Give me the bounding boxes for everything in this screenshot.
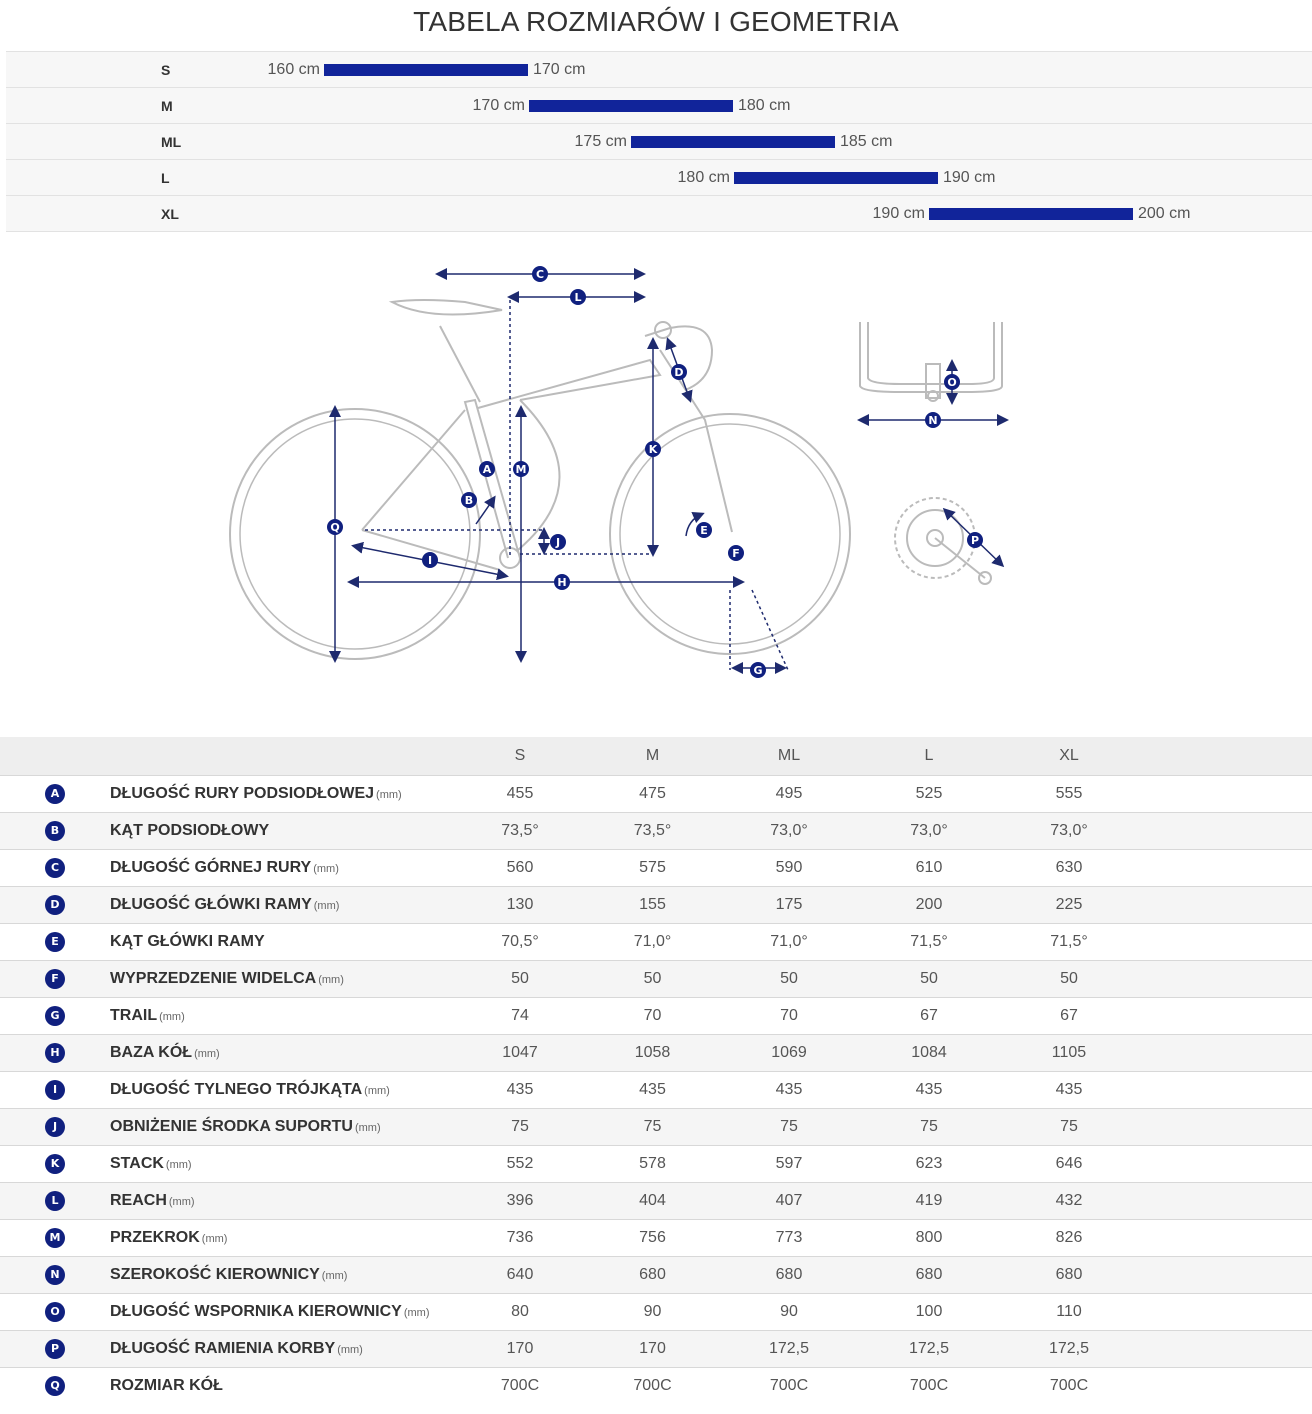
table-cell: 646	[995, 1146, 1143, 1183]
table-cell: 700C	[995, 1368, 1143, 1405]
range-bar	[929, 208, 1133, 220]
size-row-m	[6, 87, 1312, 123]
measure-label: ROZMIAR KÓŁ	[110, 1368, 450, 1405]
table-cell: 630	[995, 850, 1143, 887]
table-cell: 225	[995, 887, 1143, 924]
table-cell: 560	[450, 850, 590, 887]
size-row-xl	[6, 195, 1312, 232]
table-cell: 1084	[863, 1035, 995, 1072]
table-cell: 1069	[715, 1035, 863, 1072]
svg-text:M: M	[515, 463, 527, 476]
measure-label: DŁUGOŚĆ RAMIENIA KORBY (mm)	[110, 1331, 450, 1368]
table-row	[0, 1257, 1312, 1294]
column-header: XL	[995, 737, 1143, 776]
measure-code-badge: K	[45, 1154, 65, 1174]
table-cell: 623	[863, 1146, 995, 1183]
measure-unit: (mm)	[354, 1122, 381, 1134]
size-label: S	[161, 62, 171, 78]
svg-text:O: O	[947, 376, 957, 389]
table-row	[0, 1146, 1312, 1183]
diagram-badge-n	[925, 412, 941, 428]
diagram-badge-d	[671, 364, 687, 380]
table-cell: 610	[863, 850, 995, 887]
table-cell: 525	[863, 776, 995, 813]
column-header: S	[450, 737, 590, 776]
measure-code-badge: I	[45, 1080, 65, 1100]
measure-unit: (mm)	[376, 789, 402, 801]
measure-code-badge: L	[45, 1191, 65, 1211]
diagram-badge-k	[645, 441, 661, 457]
diagram-badge-b	[461, 492, 477, 508]
measure-code-badge: O	[45, 1302, 65, 1322]
table-cell: 773	[715, 1220, 863, 1257]
diagram-badge-c	[532, 266, 548, 282]
table-cell: 419	[863, 1183, 995, 1220]
table-row	[0, 1035, 1312, 1072]
table-cell: 495	[715, 776, 863, 813]
table-cell: 407	[715, 1183, 863, 1220]
range-max: 185 cm	[840, 133, 893, 150]
table-row	[0, 1072, 1312, 1109]
table-cell: 50	[715, 961, 863, 998]
bike-geometry-diagram	[0, 240, 1312, 700]
table-cell: 475	[590, 776, 715, 813]
measure-unit: (mm)	[313, 863, 339, 875]
table-cell: 680	[590, 1257, 715, 1294]
range-min: 160 cm	[267, 61, 320, 78]
table-cell: 597	[715, 1146, 863, 1183]
diagram-badge-p	[967, 532, 983, 548]
table-cell: 75	[450, 1109, 590, 1146]
table-cell: 826	[995, 1220, 1143, 1257]
table-row	[0, 1109, 1312, 1146]
measure-code-badge: E	[45, 932, 65, 952]
table-cell: 200	[863, 887, 995, 924]
svg-text:H: H	[557, 576, 567, 589]
table-cell: 70,5°	[450, 924, 590, 961]
measure-label: OBNIŻENIE ŚRODKA SUPORTU (mm)	[110, 1109, 450, 1146]
table-cell: 71,0°	[590, 924, 715, 961]
measure-label: TRAIL (mm)	[110, 998, 450, 1035]
diagram-badge-f	[728, 545, 744, 561]
svg-text:C: C	[535, 268, 545, 281]
diagram-badge-q	[327, 519, 343, 535]
size-label: XL	[161, 206, 179, 222]
svg-text:L: L	[574, 291, 582, 304]
size-label: M	[161, 98, 173, 114]
diagram-badge-e	[696, 522, 712, 538]
geometry-table	[0, 737, 1312, 1404]
bike-outline	[230, 300, 1002, 659]
measure-unit: (mm)	[403, 1307, 430, 1319]
table-cell: 71,5°	[995, 924, 1143, 961]
measure-unit: (mm)	[159, 1011, 185, 1023]
table-cell: 575	[590, 850, 715, 887]
measure-label: BAZA KÓŁ (mm)	[110, 1035, 450, 1072]
table-cell: 396	[450, 1183, 590, 1220]
measure-label: SZEROKOŚĆ KIEROWNICY (mm)	[110, 1257, 450, 1294]
table-cell: 155	[590, 887, 715, 924]
table-row	[0, 813, 1312, 850]
table-cell: 1105	[995, 1035, 1143, 1072]
measure-unit: (mm)	[168, 1196, 195, 1208]
table-cell: 67	[863, 998, 995, 1035]
table-cell: 75	[715, 1109, 863, 1146]
size-row-ml	[6, 123, 1312, 159]
table-cell: 175	[715, 887, 863, 924]
range-max: 180 cm	[738, 97, 791, 114]
measure-unit: (mm)	[201, 1233, 228, 1245]
measure-unit: (mm)	[318, 974, 344, 986]
diagram-badge-m	[513, 461, 529, 477]
table-cell: 700C	[863, 1368, 995, 1405]
table-cell: 404	[590, 1183, 715, 1220]
table-row	[0, 924, 1312, 961]
measure-unit: (mm)	[194, 1048, 220, 1060]
table-cell: 73,5°	[450, 813, 590, 850]
measure-label: DŁUGOŚĆ GÓRNEJ RURY (mm)	[110, 850, 450, 887]
table-row	[0, 961, 1312, 998]
table-row	[0, 1220, 1312, 1257]
measure-label: KĄT PODSIODŁOWY	[110, 813, 450, 850]
size-label: L	[161, 170, 170, 186]
measure-code-badge: P	[45, 1339, 65, 1359]
diagram-badge-l	[570, 289, 586, 305]
table-cell: 70	[715, 998, 863, 1035]
table-row	[0, 850, 1312, 887]
table-row	[0, 1331, 1312, 1368]
measure-code-badge: A	[45, 784, 65, 804]
diagram-badge-i	[422, 552, 438, 568]
table-cell: 75	[863, 1109, 995, 1146]
table-cell: 50	[863, 961, 995, 998]
range-bar	[734, 172, 938, 184]
table-header	[0, 737, 1312, 776]
table-row	[0, 776, 1312, 813]
measure-unit: (mm)	[337, 1344, 363, 1356]
svg-text:E: E	[700, 524, 708, 537]
measure-unit: (mm)	[364, 1085, 390, 1097]
table-cell: 71,0°	[715, 924, 863, 961]
size-row-s	[6, 51, 1312, 87]
measure-label: DŁUGOŚĆ WSPORNIKA KIEROWNICY (mm)	[110, 1294, 450, 1331]
table-cell: 435	[715, 1072, 863, 1109]
table-cell: 172,5	[715, 1331, 863, 1368]
range-max: 200 cm	[1138, 205, 1191, 222]
measure-unit: (mm)	[321, 1270, 348, 1282]
table-cell: 71,5°	[863, 924, 995, 961]
range-min: 175 cm	[574, 133, 627, 150]
diagram-badge-o	[944, 374, 960, 390]
table-cell: 590	[715, 850, 863, 887]
range-max: 190 cm	[943, 169, 996, 186]
table-cell: 435	[450, 1072, 590, 1109]
table-cell: 90	[590, 1294, 715, 1331]
measure-code-badge: H	[45, 1043, 65, 1063]
table-cell: 74	[450, 998, 590, 1035]
table-cell: 73,0°	[995, 813, 1143, 850]
table-row	[0, 887, 1312, 924]
table-cell: 170	[590, 1331, 715, 1368]
table-cell: 50	[450, 961, 590, 998]
table-cell: 552	[450, 1146, 590, 1183]
table-cell: 70	[590, 998, 715, 1035]
table-cell: 75	[995, 1109, 1143, 1146]
table-cell: 700C	[450, 1368, 590, 1405]
range-bar	[529, 100, 733, 112]
diagram-badge-j	[550, 534, 566, 550]
table-cell: 1047	[450, 1035, 590, 1072]
table-cell: 172,5	[863, 1331, 995, 1368]
measure-label: DŁUGOŚĆ GŁÓWKI RAMY (mm)	[110, 887, 450, 924]
measure-code-badge: C	[45, 858, 65, 878]
svg-text:F: F	[732, 547, 740, 560]
column-header: ML	[715, 737, 863, 776]
table-cell: 67	[995, 998, 1143, 1035]
measure-label: STACK (mm)	[110, 1146, 450, 1183]
table-cell: 455	[450, 776, 590, 813]
range-bar	[631, 136, 835, 148]
table-cell: 555	[995, 776, 1143, 813]
table-cell: 700C	[715, 1368, 863, 1405]
table-cell: 170	[450, 1331, 590, 1368]
measure-code-badge: F	[45, 969, 65, 989]
page-title: TABELA ROZMIARÓW I GEOMETRIA	[413, 6, 899, 37]
table-row	[0, 998, 1312, 1035]
table-cell: 90	[715, 1294, 863, 1331]
svg-text:I: I	[427, 554, 433, 567]
measure-label: WYPRZEDZENIE WIDELCA (mm)	[110, 961, 450, 998]
table-cell: 736	[450, 1220, 590, 1257]
measure-label: PRZEKROK (mm)	[110, 1220, 450, 1257]
size-range-chart	[6, 51, 1312, 232]
table-cell: 75	[590, 1109, 715, 1146]
svg-text:B: B	[464, 494, 474, 507]
table-cell: 50	[590, 961, 715, 998]
table-cell: 435	[590, 1072, 715, 1109]
svg-text:P: P	[970, 534, 980, 547]
table-cell: 800	[863, 1220, 995, 1257]
measure-label: KĄT GŁÓWKI RAMY	[110, 924, 450, 961]
table-cell: 80	[450, 1294, 590, 1331]
table-cell: 130	[450, 887, 590, 924]
measure-code-badge: G	[45, 1006, 65, 1026]
svg-text:A: A	[482, 463, 492, 476]
table-cell: 435	[995, 1072, 1143, 1109]
measure-code-badge: B	[45, 821, 65, 841]
size-row-l	[6, 159, 1312, 195]
table-cell: 640	[450, 1257, 590, 1294]
table-cell: 680	[715, 1257, 863, 1294]
diagram-badge-h	[554, 574, 570, 590]
table-cell: 73,0°	[863, 813, 995, 850]
size-label: ML	[161, 134, 182, 150]
range-min: 180 cm	[677, 169, 730, 186]
table-cell: 578	[590, 1146, 715, 1183]
svg-text:G: G	[753, 664, 763, 677]
measure-label: REACH (mm)	[110, 1183, 450, 1220]
measure-code-badge: Q	[45, 1376, 65, 1396]
column-header: L	[863, 737, 995, 776]
range-bar	[324, 64, 528, 76]
measure-unit: (mm)	[165, 1159, 192, 1171]
table-row	[0, 1294, 1312, 1331]
table-cell: 50	[995, 961, 1143, 998]
svg-text:N: N	[928, 414, 938, 427]
measure-unit: (mm)	[313, 900, 340, 912]
table-cell: 100	[863, 1294, 995, 1331]
measure-label: DŁUGOŚĆ RURY PODSIODŁOWEJ (mm)	[110, 776, 450, 813]
svg-text:Q: Q	[330, 521, 340, 534]
measure-code-badge: N	[45, 1265, 65, 1285]
table-row	[0, 1368, 1312, 1405]
table-cell: 73,0°	[715, 813, 863, 850]
table-cell: 756	[590, 1220, 715, 1257]
column-header: M	[590, 737, 715, 776]
table-cell: 432	[995, 1183, 1143, 1220]
svg-text:D: D	[674, 366, 684, 379]
measure-code-badge: J	[45, 1117, 65, 1137]
table-cell: 680	[863, 1257, 995, 1294]
table-cell: 1058	[590, 1035, 715, 1072]
measure-code-badge: M	[45, 1228, 65, 1248]
diagram-badge-a	[479, 461, 495, 477]
svg-text:K: K	[648, 443, 658, 456]
table-cell: 435	[863, 1072, 995, 1109]
range-max: 170 cm	[533, 61, 586, 78]
table-cell: 110	[995, 1294, 1143, 1331]
measure-code-badge: D	[45, 895, 65, 915]
table-row	[0, 1183, 1312, 1220]
table-cell: 172,5	[995, 1331, 1143, 1368]
range-min: 190 cm	[872, 205, 925, 222]
measure-label: DŁUGOŚĆ TYLNEGO TRÓJKĄTA (mm)	[110, 1072, 450, 1109]
diagram-badge-g	[750, 662, 766, 678]
table-cell: 680	[995, 1257, 1143, 1294]
svg-text:J: J	[555, 536, 561, 549]
table-cell: 73,5°	[590, 813, 715, 850]
range-min: 170 cm	[472, 97, 525, 114]
table-cell: 700C	[590, 1368, 715, 1405]
